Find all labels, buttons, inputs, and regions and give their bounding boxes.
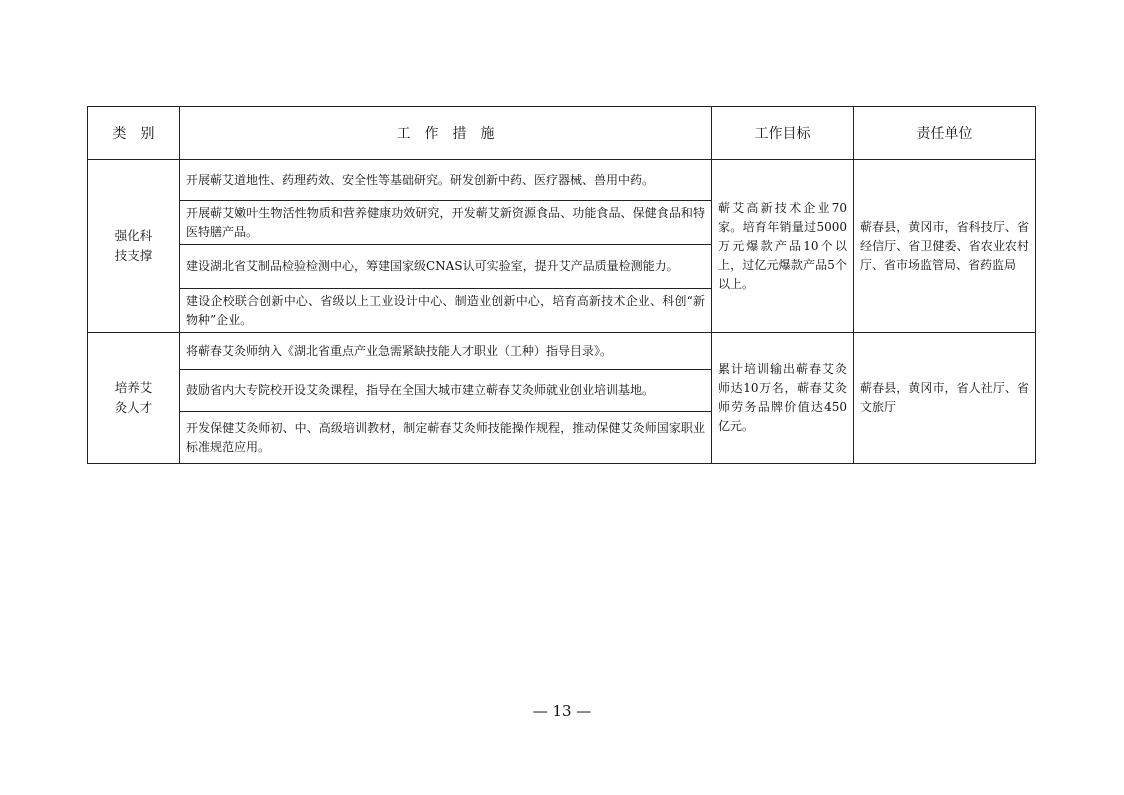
table-row bbox=[88, 333, 1036, 370]
measure-cell: 开发保健艾灸师初、中、高级培训教材，制定蕲春艾灸师技能操作规程，推动保健艾灸师国家职业标准规范应用。 bbox=[180, 412, 712, 464]
measure-cell: 开展蕲艾道地性、药理药效、安全性等基础研究。研发创新中药、医疗器械、兽用中药。 bbox=[180, 160, 712, 201]
category-label-line1: 强化科 bbox=[114, 228, 153, 243]
category-label-line2: 技支撑 bbox=[114, 248, 153, 263]
header-category: 类 别 bbox=[88, 107, 180, 160]
responsible-cell: 蕲春县，黄冈市，省人社厅、省文旅厅 bbox=[854, 333, 1036, 464]
goal-cell: 累计培训输出蕲春艾灸师达10万名，蕲春艾灸师劳务品牌价值达450亿元。 bbox=[712, 333, 854, 464]
category-cell bbox=[88, 333, 180, 464]
header-measures: 工 作 措 施 bbox=[180, 107, 712, 160]
category-cell bbox=[88, 160, 180, 333]
measure-cell: 建设湖北省艾制品检验检测中心，筹建国家级CNAS认可实验室，提升艾产品质量检测能力。 bbox=[180, 245, 712, 289]
header-goal: 工作目标 bbox=[712, 107, 854, 160]
measure-cell: 开展蕲艾嫩叶生物活性物质和营养健康功效研究，开发蕲艾新资源食品、功能食品、保健食品和特医特膳产品。 bbox=[180, 201, 712, 245]
table-row bbox=[88, 160, 1036, 201]
measure-cell: 鼓励省内大专院校开设艾灸课程，指导在全国大城市建立蕲春艾灸师就业创业培训基地。 bbox=[180, 370, 712, 412]
page-number: — 13 — bbox=[532, 702, 592, 720]
table-header-row bbox=[88, 107, 1036, 160]
measures-table bbox=[87, 106, 1036, 464]
responsible-cell: 蕲春县，黄冈市，省科技厅、省经信厅、省卫健委、省农业农村厅、省市场监管局、省药监局 bbox=[854, 160, 1036, 333]
measure-cell: 将蕲春艾灸师纳入《湖北省重点产业急需紧缺技能人才职业（工种）指导目录》。 bbox=[180, 333, 712, 370]
measure-cell: 建设企校联合创新中心、省级以上工业设计中心、制造业创新中心，培育高新技术企业、科创“新物种”企业。 bbox=[180, 289, 712, 333]
category-label-line1: 培养艾 bbox=[114, 380, 153, 395]
header-responsible: 责任单位 bbox=[854, 107, 1036, 160]
goal-cell: 蕲艾高新技术企业70家。培育年销量过5000万元爆款产品10个以上，过亿元爆款产品5个以上。 bbox=[712, 160, 854, 333]
category-label-line2: 灸人才 bbox=[114, 400, 153, 415]
